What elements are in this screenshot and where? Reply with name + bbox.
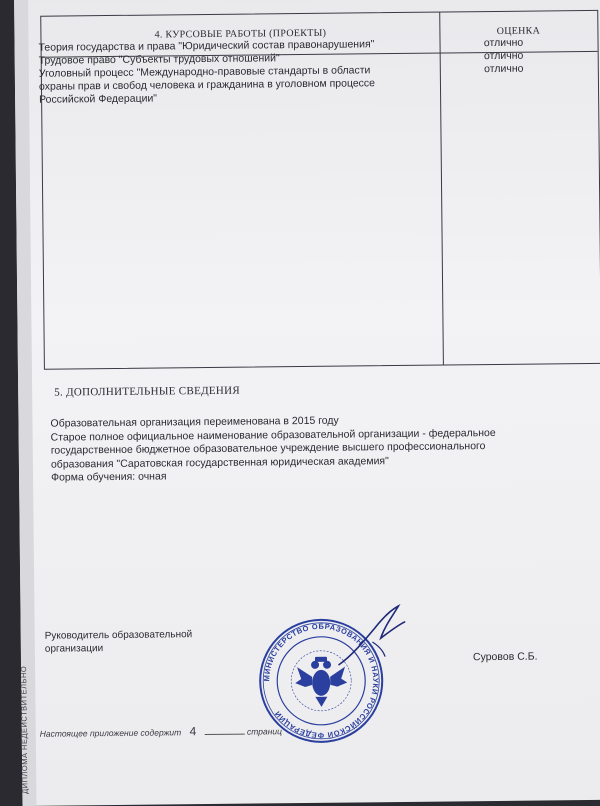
additional-info — [50, 413, 521, 485]
handwritten-signature-icon — [332, 602, 413, 673]
table-row: Уголовный процесс "Международно-правовые стандарты в области охраны прав и свобод человека и гражданина в уголовном процессе Российской Федерации" — [38, 64, 376, 106]
table-title: 4. КУРСОВЫЕ РАБОТЫ (ПРОЕКТЫ) — [154, 27, 327, 41]
grade-column-header: ОЦЕНКА — [496, 25, 541, 37]
margin-note: ДИПЛОМА НЕДЕЙСТВИТЕЛЬНО — [19, 665, 30, 794]
grade-value: отлично — [484, 62, 524, 76]
grade-value: отлично — [483, 49, 524, 63]
seal-ring-text: МИНИСТЕРСТВО ОБРАЗОВАНИЯ И НАУКИ РОССИЙСКОЙ ФЕДЕРАЦИИ — [262, 621, 381, 740]
info-line: Форма обучения: очная — [51, 470, 167, 484]
page-count-note: Настоящее приложение содержит 4 страниц — [39, 724, 283, 739]
signer-name: Суровов С.Б. — [472, 650, 538, 664]
head-of-organization-label: Руководитель образовательной организации — [44, 629, 193, 655]
table-row: Теория государства и права "Юридический состав правонарушения" — [38, 38, 375, 54]
info-line: государственное бюджетное образовательное учреждение высшего профессионального — [50, 440, 486, 457]
diploma-supplement-page — [14, 0, 600, 806]
info-line: Образовательная организация переименована в 2015 году — [50, 414, 339, 430]
section-5-title: 5. ДОПОЛНИТЕЛЬНЫЕ СВЕДЕНИЯ — [54, 384, 241, 399]
table-row: Трудовое право "Субъекты трудовых отношений" — [38, 52, 280, 67]
info-line: Старое полное официальное наименование образовательной организации - федеральное — [50, 426, 496, 444]
info-line: образования "Саратовская государственная юридическая академия" — [50, 454, 389, 471]
page-count: 4 — [189, 724, 197, 739]
grade-value: отлично — [483, 36, 524, 50]
coursework-list — [39, 38, 390, 107]
grade-list — [413, 36, 573, 77]
